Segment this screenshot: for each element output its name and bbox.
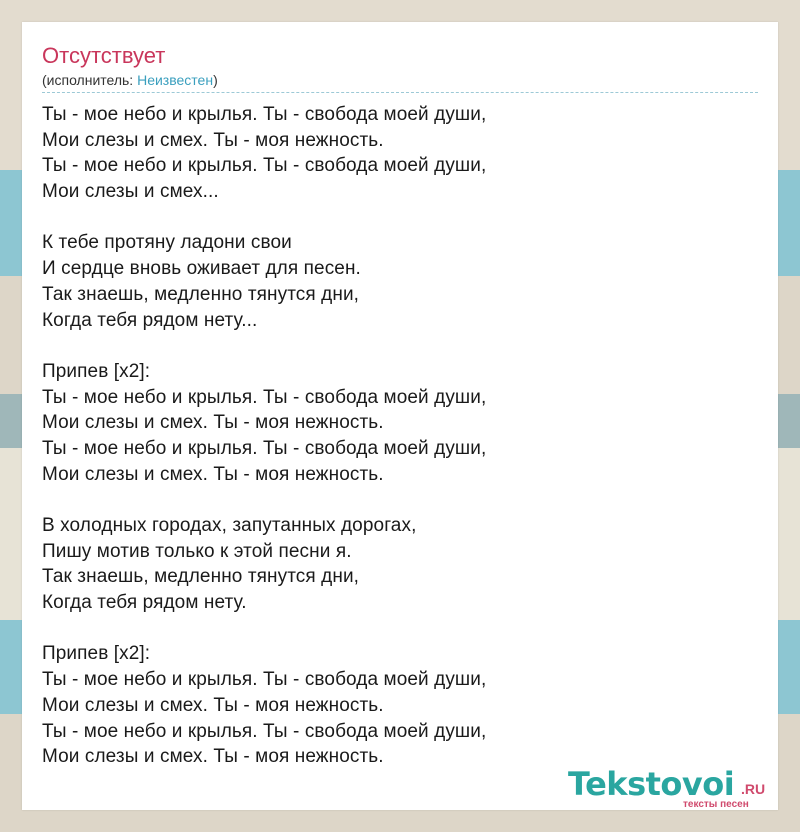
- lyric-blank-line: [42, 205, 758, 231]
- lyrics-card: [22, 22, 778, 810]
- lyric-line: Мои слезы и смех. Ты - моя нежность.: [42, 694, 384, 716]
- lyric-line: Припев [x2]:: [42, 643, 151, 665]
- lyric-line: И сердце вновь оживает для песен.: [42, 258, 361, 280]
- artist-link[interactable]: Неизвестен: [137, 72, 214, 88]
- lyric-line: Когда тебя рядом нету.: [42, 592, 247, 614]
- lyric-line: Ты - мое небо и крылья. Ты - свобода моей души,: [42, 437, 487, 459]
- artist-prefix: (исполнитель:: [42, 72, 138, 88]
- lyric-line: Мои слезы и смех. Ты - моя нежность.: [42, 463, 384, 485]
- song-header: [42, 42, 758, 93]
- lyric-line: Так знаешь, медленно тянутся дни,: [42, 566, 360, 588]
- lyric-line: Когда тебя рядом нету...: [42, 309, 258, 331]
- song-title: Отсутствует: [42, 43, 166, 68]
- lyric-line: В холодных городах, запутанных дорогах,: [42, 515, 417, 536]
- lyrics-text: [42, 102, 758, 770]
- logo-wordmark: Tekstovoi: [568, 765, 735, 803]
- logo-tagline: тексты песен: [683, 799, 749, 810]
- lyric-blank-line: [42, 333, 758, 359]
- lyric-blank-line: [42, 616, 758, 642]
- lyric-line: Ты - мое небо и крылья. Ты - свобода моей души,: [42, 669, 487, 691]
- lyric-line: К тебе протяну ладони свои: [42, 232, 292, 254]
- lyric-line: Ты - мое небо и крылья. Ты - свобода моей души,: [42, 104, 487, 125]
- lyric-line: Припев [x2]:: [42, 360, 151, 382]
- lyric-line: Пишу мотив только к этой песни я.: [42, 540, 352, 562]
- lyric-line: Ты - мое небо и крылья. Ты - свобода моей души,: [42, 386, 487, 408]
- artist-suffix: ): [213, 72, 218, 88]
- lyric-line: Так знаешь, медленно тянутся дни,: [42, 283, 360, 305]
- lyric-line: Мои слезы и смех. Ты - моя нежность.: [42, 129, 384, 151]
- lyric-line: Мои слезы и смех...: [42, 181, 219, 203]
- artist-line: [42, 70, 758, 93]
- lyric-blank-line: [42, 487, 758, 513]
- lyric-line: Ты - мое небо и крылья. Ты - свобода моей души,: [42, 720, 487, 742]
- logo-domain: .RU: [741, 781, 766, 797]
- lyric-line: Ты - мое небо и крылья. Ты - свобода моей души,: [42, 155, 487, 177]
- lyric-line: Мои слезы и смех. Ты - моя нежность.: [42, 746, 384, 768]
- site-logo[interactable]: [568, 766, 778, 810]
- lyric-line: Мои слезы и смех. Ты - моя нежность.: [42, 412, 384, 434]
